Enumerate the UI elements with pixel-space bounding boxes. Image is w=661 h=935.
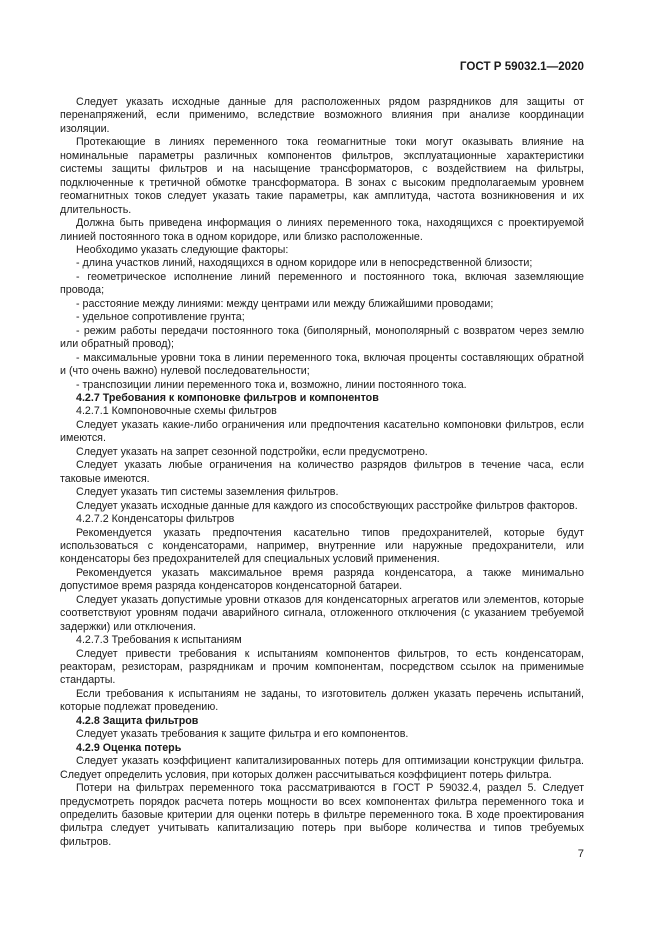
- paragraph: Если требования к испытаниям не заданы, то изготовитель должен указать перечень испытаний, которые подлежат проведению.: [60, 687, 584, 714]
- paragraph: Следует указать исходные данные для каждого из способствующих расстройке фильтров факторов.: [76, 499, 578, 512]
- subsection-heading: 4.2.7.2 Конденсаторы фильтров: [76, 513, 235, 526]
- list-item: - режим работы передачи постоянного тока (биполярный, монополярный с возвратом через землю или обратный провод);: [60, 324, 584, 351]
- paragraph: Рекомендуется указать максимальное время разряда конденсатора, а также минимально допустимое время разряда конденсаторов конденсаторной батареи.: [60, 566, 584, 593]
- paragraph: Рекомендуется указать предпочтения касательно типов предохранителей, которые будут использоваться с конденсаторами, например, внутренние или наружные предохранители, или конденсаторы без предохранителей для специальных условий применения.: [60, 526, 584, 566]
- paragraph: Следует привести требования к испытаниям компонентов фильтров, то есть конденсаторам, реакторам, резисторам, разрядникам и прочим компонентам, посредством ссылок на применимые стандарты.: [60, 647, 584, 687]
- paragraph: Следует указать на запрет сезонной подстройки, если предусмотрено.: [76, 445, 428, 458]
- paragraph: Следует указать требования к защите фильтра и его компонентов.: [76, 728, 409, 741]
- paragraph: Должна быть приведена информация о линиях переменного тока, находящихся с проектируемой линией постоянного тока в одном коридоре, или близко расположенные.: [60, 217, 584, 243]
- paragraph: Следует указать исходные данные для расположенных рядом разрядников для защиты от перенапряжений, если применимо, вследствие возможного влияния при анализе координации изоляции.: [60, 96, 584, 135]
- section-heading: 4.2.9 Оценка потерь: [76, 741, 182, 754]
- subsection-heading: 4.2.7.3 Требования к испытаниям: [76, 634, 242, 647]
- page-footer: [60, 848, 584, 860]
- document-body: [60, 96, 584, 849]
- list-item: - расстояние между линиями: между центрами или между ближайшими проводами;: [76, 297, 494, 310]
- list-item: - максимальные уровни тока в линии переменного тока, включая проценты составляющих обратной и (что очень важно) нулевой последовательности;: [60, 351, 584, 378]
- list-item: - транспозиции линии переменного тока и, возможно, линии постоянного тока.: [76, 378, 467, 391]
- section-heading: 4.2.8 Защита фильтров: [76, 714, 199, 727]
- section-heading: 4.2.7 Требования к компоновке фильтров и компонентов: [76, 391, 379, 404]
- document-header: [60, 60, 584, 73]
- subsection-heading: 4.2.7.1 Компоновочные схемы фильтров: [76, 405, 277, 418]
- paragraph: Следует указать коэффициент капитализированных потерь для оптимизации конструкции фильтра. Следует определить условия, при которых должен рассчитываться коэффициент потерь фильтра.: [60, 755, 584, 781]
- paragraph: Следует указать какие-либо ограничения или предпочтения касательно компоновки фильтров, если имеются.: [60, 418, 584, 445]
- paragraph: Следует указать любые ограничения на количество разрядов фильтров в течение часа, если таковые имеются.: [60, 459, 584, 485]
- paragraph: Следует указать тип системы заземления фильтров.: [76, 486, 339, 499]
- paragraph: Следует указать допустимые уровни отказов для конденсаторных агрегатов или элементов, которые соответствуют уровням подачи аварийного сигнала, отложенного отключения (с указанием требуемой задержки) или отключения.: [60, 593, 584, 633]
- document-id: ГОСТ Р 59032.1—2020: [459, 60, 584, 73]
- list-item: - геометрическое исполнение линий переменного и постоянного тока, включая заземляющие провода;: [60, 270, 584, 297]
- paragraph: Протекающие в линиях переменного тока геомагнитные токи могут оказывать влияние на номинальные параметры различных компонентов фильтров, эксплуатационные характеристики системы защиты фильтров и на насыщение трансформаторов, с воздействием на фильтры, подключенные к третичной обмотке трансформатора. В зонах с высоким предполагаемым уровнем геомагнитных токов следует указать такие параметры, как амплитуда, частота возникновения и их длительность.: [60, 136, 584, 216]
- page-number: 7: [577, 848, 584, 860]
- list-item: - длина участков линий, находящихся в одном коридоре или в непосредственной близости;: [76, 257, 533, 270]
- paragraph: Необходимо указать следующие факторы:: [76, 243, 289, 256]
- paragraph: Потери на фильтрах переменного тока рассматриваются в ГОСТ Р 59032.4, раздел 5. Следует предусмотреть порядок расчета потерь мощности во всех компонентах фильтра переменного тока и определить базовые критерии для оценки потерь в фильтре переменного тока. В ходе проектирования фильтра следует учитывать капитализацию потерь при выборе количества и типов требуемых фильтров.: [60, 782, 584, 848]
- list-item: - удельное сопротивление грунта;: [76, 311, 245, 324]
